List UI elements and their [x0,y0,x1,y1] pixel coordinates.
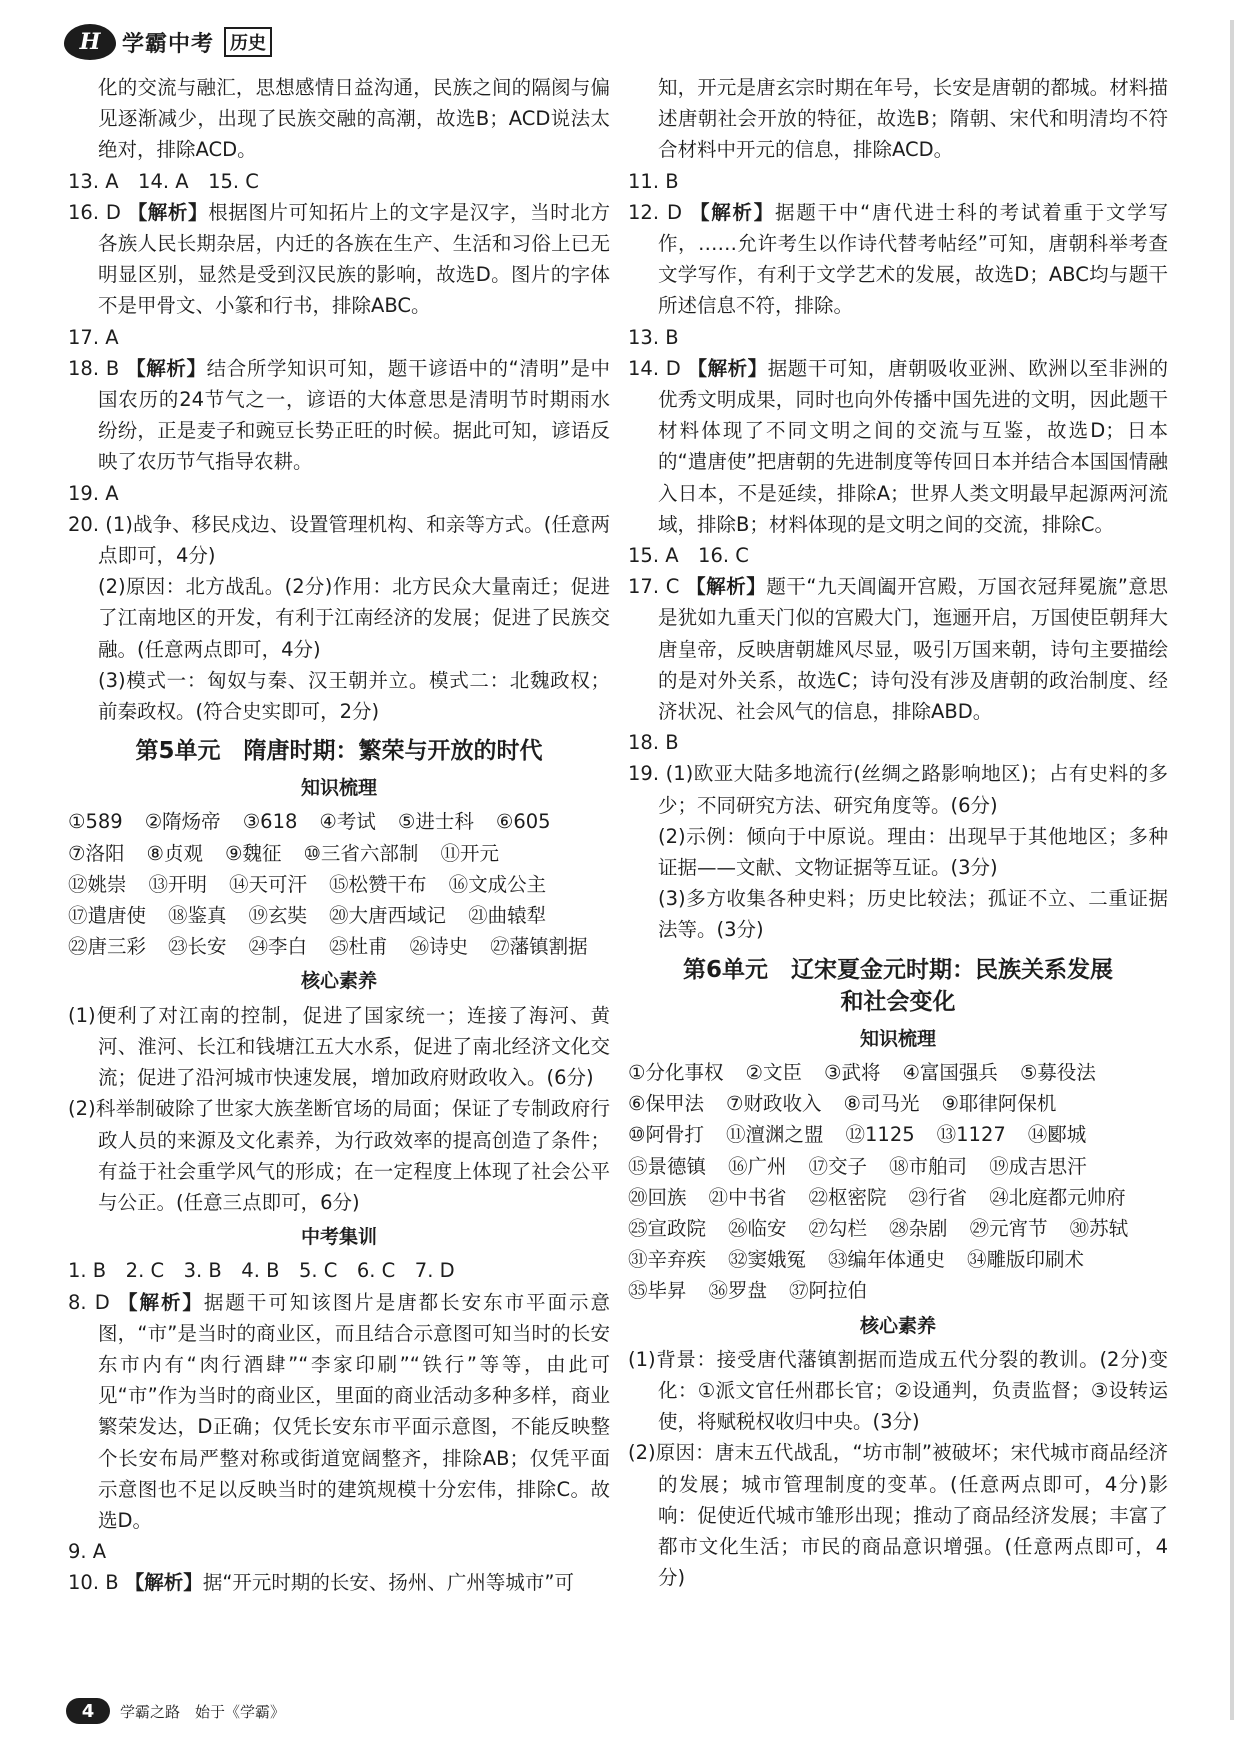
knowledge-row: ㉕宣政院 ㉖临安 ㉗勾栏 ㉘杂剧 ㉙元宵节 ㉚苏轼 [628,1216,1129,1240]
knowledge-row: ⑫姚崇 ⑬开明 ⑭天可汗 ⑮松赞干布 ⑯文成公主 [68,872,547,896]
left-column [68,72,610,1599]
section-heading: 知识梳理 [300,777,377,800]
answer-number: 17. C [628,575,680,599]
right-column [628,72,1168,1593]
analysis-text: 据题干可知该图片是唐都长安东市平面示意图，“市”是当时的商业区，而且结合示意图可知当时的长安东市内有“肉行酒肆”“李家印刷”“铁行”等等，由此可见“市”作为当时的商业区，里面的商业活动多种多样，商业繁荣发达，D正确；仅凭长安东市平面示意图，不能反映整个长安布局严整对称或街道宽阔整齐，排除AB；仅凭平面示意图也不足以反映当时的建筑规模十分宏伟，排除C。故选D。 [98,1290,610,1532]
analysis-text: 结合所学知识可知，题干谚语中的“清明”是中国农历的24节气之一，谚语的大体意思是清明节时期雨水纷纷，正是麦子和豌豆长势正旺的时候。据此可知，谚语反映了农历节气指导农耕。 [98,356,610,474]
section-heading: 中考集训 [300,1226,377,1249]
page-edge-divider [1230,20,1234,1720]
knowledge-row: ⑳回族 ㉑中书省 ㉒枢密院 ㉓行省 ㉔北庭都元帅府 [628,1185,1126,1209]
analysis-tag: 【解析】 [124,1571,203,1595]
answer-line: 13. A 14. A 15. C [68,169,259,193]
answer-19-part2: (2)示例：倾向于中原说。理由：出现早于其他地区；多种证据——文献、文物证据等互证。(3分) [658,824,1168,880]
text-paragraph: 知，开元是唐玄宗时期在年号，长安是唐朝的都城。材料描述唐朝社会开放的特征，故选B；隋朝、宋代和明清均不符合材料中开元的信息，排除ACD。 [658,76,1168,162]
analysis-tag: 【解析】 [126,356,207,380]
answer-20-part2: (2)原因：北方战乱。(2分)作用：北方民众大量南迁；促进了江南地区的开发，有利于江南经济的发展；促进了民族交融。(任意两点即可，4分) [98,575,610,661]
knowledge-row: ⑥保甲法 ⑦财政收入 ⑧司马光 ⑨耶律阿保机 [628,1092,1057,1116]
answer-line: 18. B [628,731,679,755]
section-heading: 核心素养 [859,1314,936,1337]
unit-6-title-line2: 和社会变化 [840,988,956,1015]
brand-logo: H [64,24,116,60]
analysis-tag: 【解析】 [686,575,767,599]
analysis-text: 题干“九天阊阖开宫殿，万国衣冠拜冕旒”意思是犹如九重天门似的宫殿大门，迤逦开启，万国使臣朝拜大唐皇帝，反映唐朝雄风尽显，吸引万国来朝，诗句主要描绘的是对外关系，故选C；诗句没有涉及唐朝的政治制度、经济状况、社会风气的信息，排除ABD。 [658,575,1168,724]
knowledge-row: ⑩阿骨打 ⑪澶渊之盟 ⑫1125 ⑬1127 ⑭郾城 [628,1123,1087,1147]
answer-number: 12. D [628,200,682,224]
analysis-tag: 【解析】 [687,356,768,380]
analysis-text: 根据图片可知拓片上的文字是汉字，当时北方各族人民长期杂居，内迁的各族在生产、生活和习俗上已无明显区别，显然是受到汉民族的影响，故选D。图片的字体不是甲骨文、小篆和行书，排除ABC。 [98,200,610,318]
analysis-tag: 【解析】 [117,1290,204,1314]
knowledge-list-unit5 [68,806,610,962]
analysis-text: 据题干中“唐代进士科的考试着重于文学写作，……允许考生以作诗代替考帖经”可知，唐朝科举考查文学写作，有利于文学艺术的发展，故选D；ABC均与题干所述信息不符，排除。 [658,200,1168,318]
unit-6-title-line1: 第6单元 辽宋夏金元时期：民族关系发展 [682,956,1113,983]
page-number: 4 [66,1698,110,1724]
answer-line: 9. A [68,1540,107,1564]
page-header [64,20,272,64]
answer-line: 11. B [628,169,679,193]
knowledge-list-unit6 [628,1057,1168,1307]
answer-line: 19. A [68,481,119,505]
answer-20-part1: 20. (1)战争、移民戍边、设置管理机构、和亲等方式。(任意两点即可，4分) [68,512,610,568]
core-answer-2: (2)科举制破除了世家大族垄断官场的局面；保证了专制政府行政人员的来源及文化素养，为行政效率的提高创造了条件；有益于社会重学风气的形成；在一定程度上体现了社会公平与公正。(任意三点即可，6分) [68,1097,610,1214]
knowledge-row: ㉟毕昇 ㊱罗盘 ㊲阿拉伯 [628,1279,868,1303]
answer-19-part3: (3)多方收集各种史料；历史比较法；孤证不立、二重证据法等。(3分) [658,887,1168,942]
section-heading: 知识梳理 [859,1027,936,1050]
core-answer-2: (2)原因：唐末五代战乱，“坊市制”被破坏；宋代城市商品经济的发展；城市管理制度的变革。(任意两点即可，4分)影响：促使近代城市雏形出现；推动了商品经济发展；丰富了都市文化生活；市民的商品意识增强。(任意两点即可，4分) [628,1441,1168,1590]
knowledge-row: ㉛辛弃疾 ㉜窦娥冤 ㉝编年体通史 ㉞雕版印刷术 [628,1248,1085,1272]
unit-6-title [628,954,1168,1018]
answer-12 [628,197,1168,322]
knowledge-row: ⑰遣唐使 ⑱鉴真 ⑲玄奘 ⑳大唐西域记 ㉑曲辕犁 [68,904,547,928]
brand-title: 学霸中考 [122,31,215,57]
analysis-text: 据题干可知，唐朝吸收亚洲、欧洲以至非洲的优秀文明成果，同时也向外传播中国先进的文明，因此题干材料体现了不同文明之间的交流与互鉴，故选D；日本的“遣唐使”把唐朝的先进制度等传回日本并结合本国国情融入日本，不是延续，排除A；世界人类文明最早起源两河流域，排除B；材料体现的是文明之间的交流，排除C。 [658,356,1168,536]
answer-number: 8. D [68,1290,110,1314]
answer-17 [628,571,1168,727]
footer-slogan: 学霸之路 始于《学霸》 [120,1702,286,1721]
answer-number: 16. D [68,200,121,224]
answer-8 [68,1287,610,1537]
answer-19-part1: 19. (1)欧亚大陆多地流行(丝绸之路影响地区)；占有史料的多少；不同研究方法、研究角度等。(6分) [628,762,1168,817]
knowledge-row: ①589 ②隋炀帝 ③618 ④考试 ⑤进士科 ⑥605 [68,810,551,834]
answer-16 [68,197,610,322]
section-heading: 核心素养 [300,970,377,993]
core-answer-1: (1)背景：接受唐代藩镇割据而造成五代分裂的教训。(2分)变化：①派文官任州郡长官；②设通判，负责监督；③设转运使，将赋税权收归中央。(3分) [628,1347,1168,1434]
answer-number: 18. B [68,356,120,380]
text-paragraph: 化的交流与融汇，思想感情日益沟通，民族之间的隔阂与偏见逐渐减少，出现了民族交融的高潮，故选B；ACD说法太绝对，排除ACD。 [98,76,610,162]
knowledge-row: ①分化事权 ②文臣 ③武将 ④富国强兵 ⑤募役法 [628,1060,1096,1084]
knowledge-row: ⑮景德镇 ⑯广州 ⑰交子 ⑱市舶司 ⑲成吉思汗 [628,1154,1087,1178]
knowledge-row: ㉒唐三彩 ㉓长安 ㉔李白 ㉕杜甫 ㉖诗史 ㉗藩镇割据 [68,935,588,959]
answer-20-part3: (3)模式一：匈奴与秦、汉王朝并立。模式二：北魏政权；前秦政权。(符合史实即可，2分) [98,668,610,724]
answer-line: 1. B 2. C 3. B 4. B 5. C 6. C 7. D [68,1259,455,1283]
answer-line: 15. A 16. C [628,544,749,568]
answer-line: 13. B [628,325,679,349]
analysis-tag: 【解析】 [689,200,776,224]
answer-line: 17. A [68,325,119,349]
answer-18 [68,353,610,478]
knowledge-row: ⑦洛阳 ⑧贞观 ⑨魏征 ⑩三省六部制 ⑪开元 [68,841,499,865]
unit-5-title: 第5单元 隋唐时期：繁荣与开放的时代 [135,738,543,765]
core-answer-1: (1)便利了对江南的控制，促进了国家统一；连接了海河、黄河、淮河、长江和钱塘江五大水系，促进了南北经济文化交流；促进了沿河城市快速发展，增加政府财政收入。(6分) [68,1003,610,1090]
page-footer [66,1698,285,1724]
answer-14 [628,353,1168,540]
answer-10 [68,1567,610,1598]
analysis-text: 据“开元时期的长安、扬州、广州等城市”可 [202,1571,575,1595]
subject-badge: 历史 [224,27,272,57]
answer-number: 14. D [628,356,681,380]
analysis-tag: 【解析】 [127,200,209,224]
answer-number: 10. B [68,1571,119,1595]
